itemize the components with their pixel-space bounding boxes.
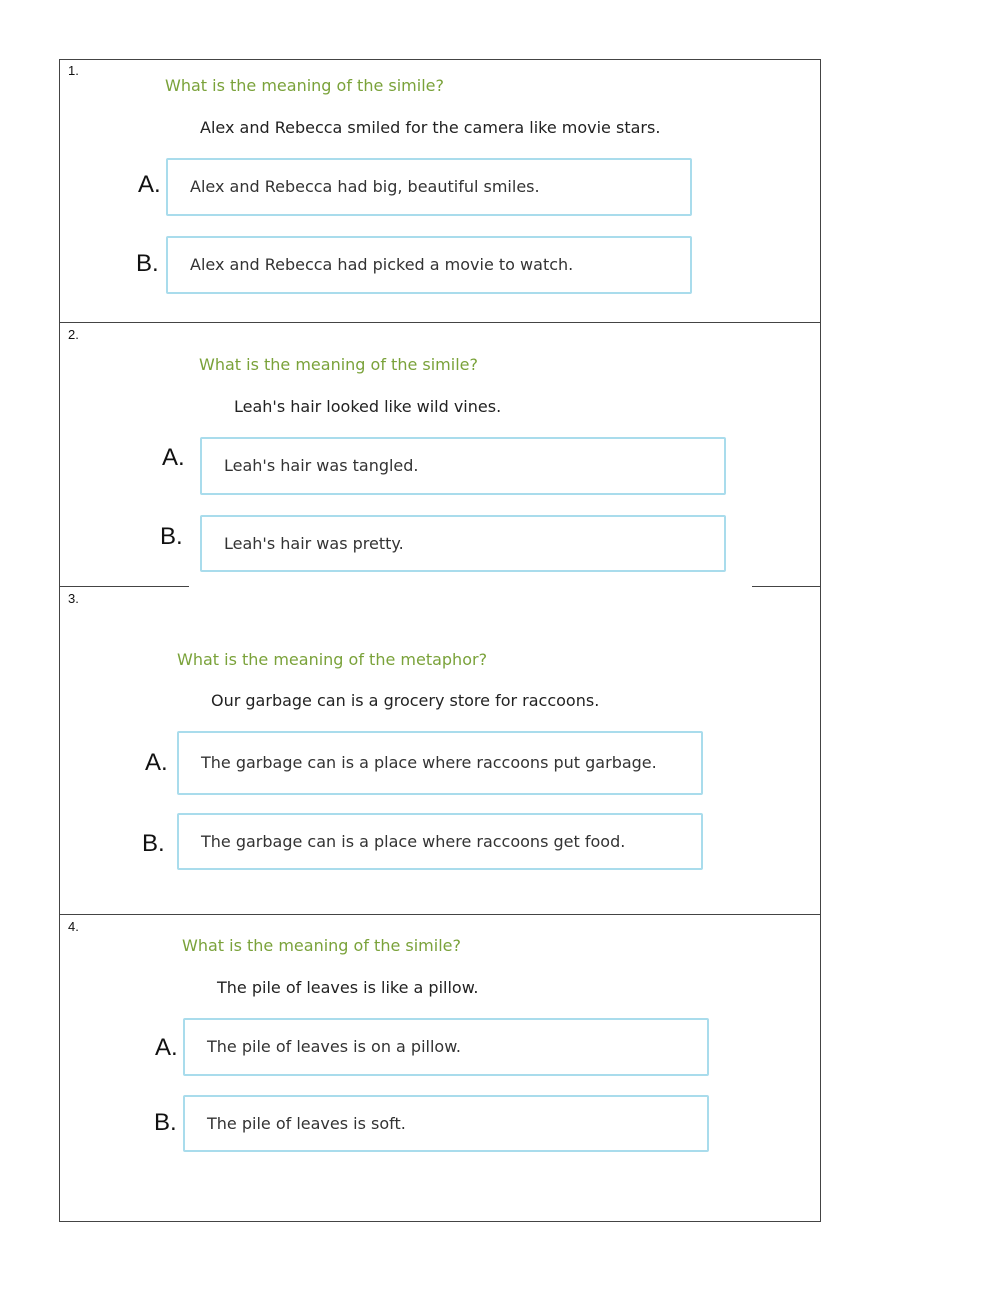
question-stem: Our garbage can is a grocery store for raccoons. bbox=[211, 691, 600, 710]
question-number: 1. bbox=[68, 63, 79, 78]
answer-option-a[interactable]: The pile of leaves is on a pillow. bbox=[183, 1018, 709, 1076]
option-letter-b: B. bbox=[160, 523, 183, 550]
answer-option-b[interactable]: The pile of leaves is soft. bbox=[183, 1095, 709, 1152]
question-stem: The pile of leaves is like a pillow. bbox=[217, 978, 479, 997]
option-letter-a: A. bbox=[138, 171, 161, 198]
section-divider bbox=[59, 322, 821, 323]
question-stem: Leah's hair looked like wild vines. bbox=[234, 397, 502, 416]
section-divider bbox=[752, 586, 821, 587]
question-number: 4. bbox=[68, 919, 79, 934]
answer-option-b[interactable]: Leah's hair was pretty. bbox=[200, 515, 726, 572]
section-divider bbox=[59, 914, 821, 915]
answer-option-a[interactable]: Leah's hair was tangled. bbox=[200, 437, 726, 495]
option-letter-a: A. bbox=[162, 444, 185, 471]
question-stem: Alex and Rebecca smiled for the camera like movie stars. bbox=[200, 118, 661, 137]
question-number: 2. bbox=[68, 327, 79, 342]
section-divider bbox=[59, 586, 189, 587]
question-prompt: What is the meaning of the simile? bbox=[165, 76, 444, 95]
answer-option-a[interactable]: The garbage can is a place where raccoons put garbage. bbox=[177, 731, 703, 795]
option-letter-b: B. bbox=[142, 830, 165, 857]
question-prompt: What is the meaning of the metaphor? bbox=[177, 650, 488, 669]
answer-option-b[interactable]: The garbage can is a place where raccoons get food. bbox=[177, 813, 703, 870]
question-prompt: What is the meaning of the simile? bbox=[199, 355, 478, 374]
answer-option-a[interactable]: Alex and Rebecca had big, beautiful smiles. bbox=[166, 158, 692, 216]
option-letter-b: B. bbox=[154, 1109, 177, 1136]
question-number: 3. bbox=[68, 591, 79, 606]
option-letter-b: B. bbox=[136, 250, 159, 277]
option-letter-a: A. bbox=[145, 749, 168, 776]
option-letter-a: A. bbox=[155, 1034, 178, 1061]
question-prompt: What is the meaning of the simile? bbox=[182, 936, 461, 955]
answer-option-b[interactable]: Alex and Rebecca had picked a movie to watch. bbox=[166, 236, 692, 294]
